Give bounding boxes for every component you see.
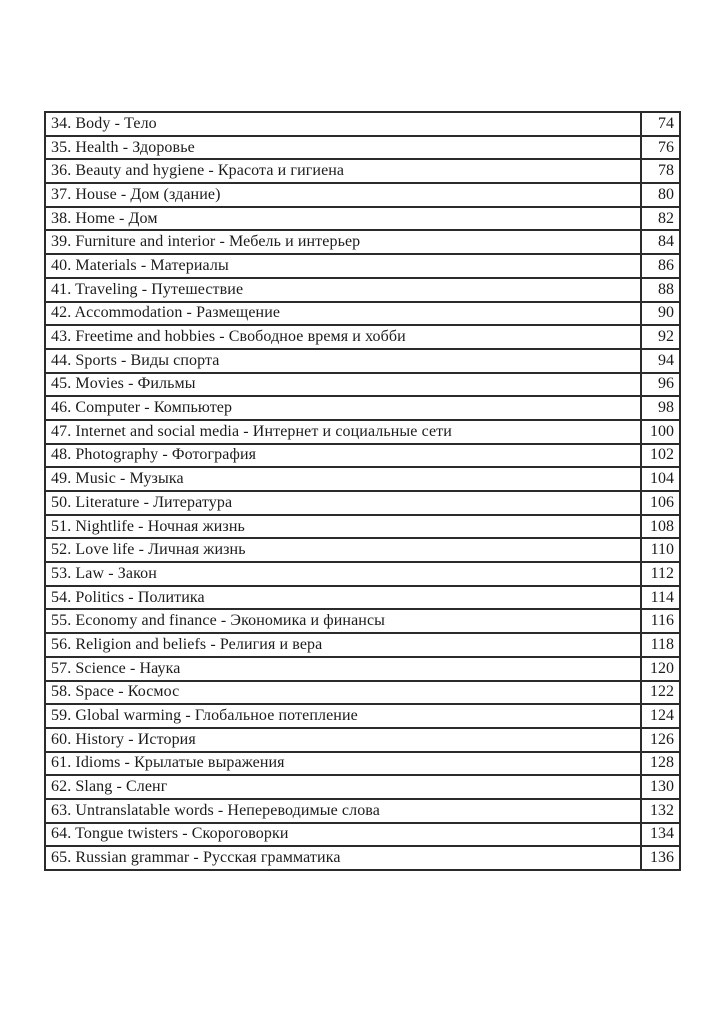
toc-entry-label: 41. Traveling - Путешествие: [45, 278, 641, 302]
toc-entry-label: 46. Computer - Компьютер: [45, 396, 641, 420]
toc-entry-page-number: 132: [641, 799, 680, 823]
toc-entry-label: 45. Movies - Фильмы: [45, 373, 641, 397]
toc-row: [45, 349, 680, 373]
toc-entry-label: 43. Freetime and hobbies - Свободное время и хобби: [45, 325, 641, 349]
toc-entry-page-number: 100: [641, 420, 680, 444]
toc-row: [45, 207, 680, 231]
toc-entry-page-number: 128: [641, 752, 680, 776]
toc-row: [45, 846, 680, 870]
toc-entry-page-number: 106: [641, 491, 680, 515]
toc-row: [45, 444, 680, 468]
toc-entry-label: 47. Internet and social media - Интернет и социальные сети: [45, 420, 641, 444]
toc-entry-label: 62. Slang - Сленг: [45, 775, 641, 799]
toc-entry-label: 37. House - Дом (здание): [45, 183, 641, 207]
toc-row: [45, 681, 680, 705]
toc-row: [45, 396, 680, 420]
toc-entry-label: 40. Materials - Материалы: [45, 254, 641, 278]
toc-row: [45, 183, 680, 207]
toc-row: [45, 302, 680, 326]
toc-row: [45, 467, 680, 491]
toc-row: [45, 752, 680, 776]
toc-entry-page-number: 110: [641, 538, 680, 562]
toc-entry-label: 35. Health - Здоровье: [45, 136, 641, 160]
toc-entry-page-number: 86: [641, 254, 680, 278]
toc-entry-label: 53. Law - Закон: [45, 562, 641, 586]
toc-row: [45, 775, 680, 799]
toc-entry-label: 64. Tongue twisters - Скороговорки: [45, 823, 641, 847]
toc-row: [45, 112, 680, 136]
toc-entry-label: 36. Beauty and hygiene - Красота и гигиена: [45, 159, 641, 183]
toc-entry-label: 44. Sports - Виды спорта: [45, 349, 641, 373]
toc-entry-page-number: 134: [641, 823, 680, 847]
toc-row: [45, 586, 680, 610]
toc-entry-page-number: 84: [641, 230, 680, 254]
toc-row: [45, 799, 680, 823]
toc-entry-page-number: 136: [641, 846, 680, 870]
toc-entry-label: 42. Accommodation - Размещение: [45, 302, 641, 326]
toc-entry-page-number: 118: [641, 633, 680, 657]
toc-row: [45, 136, 680, 160]
toc-entry-label: 51. Nightlife - Ночная жизнь: [45, 515, 641, 539]
toc-row: [45, 704, 680, 728]
toc-row: [45, 609, 680, 633]
toc-entry-page-number: 130: [641, 775, 680, 799]
toc-entry-page-number: 112: [641, 562, 680, 586]
toc-row: [45, 633, 680, 657]
toc-entry-page-number: 114: [641, 586, 680, 610]
toc-entry-label: 63. Untranslatable words - Непереводимые слова: [45, 799, 641, 823]
toc-entry-label: 52. Love life - Личная жизнь: [45, 538, 641, 562]
toc-row: [45, 420, 680, 444]
toc-entry-page-number: 88: [641, 278, 680, 302]
toc-row: [45, 823, 680, 847]
toc-entry-label: 56. Religion and beliefs - Религия и вера: [45, 633, 641, 657]
toc-entry-page-number: 96: [641, 373, 680, 397]
toc-table: [44, 111, 681, 871]
toc-entry-page-number: 78: [641, 159, 680, 183]
toc-row: [45, 325, 680, 349]
toc-entry-page-number: 116: [641, 609, 680, 633]
toc-entry-page-number: 98: [641, 396, 680, 420]
toc-entry-label: 59. Global warming - Глобальное потепление: [45, 704, 641, 728]
toc-entry-label: 48. Photography - Фотография: [45, 444, 641, 468]
toc-row: [45, 728, 680, 752]
toc-row: [45, 538, 680, 562]
toc-entry-label: 60. History - История: [45, 728, 641, 752]
toc-entry-label: 61. Idioms - Крылатые выражения: [45, 752, 641, 776]
toc-entry-page-number: 82: [641, 207, 680, 231]
toc-entry-label: 38. Home - Дом: [45, 207, 641, 231]
toc-entry-page-number: 76: [641, 136, 680, 160]
toc-row: [45, 254, 680, 278]
toc-entry-page-number: 80: [641, 183, 680, 207]
toc-entry-label: 57. Science - Наука: [45, 657, 641, 681]
toc-entry-label: 65. Russian grammar - Русская грамматика: [45, 846, 641, 870]
toc-entry-page-number: 108: [641, 515, 680, 539]
toc-entry-label: 49. Music - Музыка: [45, 467, 641, 491]
toc-row: [45, 278, 680, 302]
toc-row: [45, 230, 680, 254]
toc-entry-page-number: 90: [641, 302, 680, 326]
toc-row: [45, 159, 680, 183]
toc-row: [45, 657, 680, 681]
toc-entry-page-number: 122: [641, 681, 680, 705]
toc-entry-page-number: 94: [641, 349, 680, 373]
toc-entry-page-number: 92: [641, 325, 680, 349]
toc-entry-page-number: 74: [641, 112, 680, 136]
toc-entry-page-number: 120: [641, 657, 680, 681]
toc-table-body: [45, 112, 680, 870]
toc-entry-page-number: 126: [641, 728, 680, 752]
toc-row: [45, 515, 680, 539]
toc-entry-label: 50. Literature - Литература: [45, 491, 641, 515]
toc-row: [45, 373, 680, 397]
toc-entry-label: 34. Body - Тело: [45, 112, 641, 136]
toc-entry-label: 39. Furniture and interior - Мебель и интерьер: [45, 230, 641, 254]
toc-row: [45, 562, 680, 586]
toc-entry-page-number: 124: [641, 704, 680, 728]
toc-entry-label: 55. Economy and finance - Экономика и финансы: [45, 609, 641, 633]
toc-entry-label: 54. Politics - Политика: [45, 586, 641, 610]
toc-entry-page-number: 104: [641, 467, 680, 491]
toc-row: [45, 491, 680, 515]
toc-entry-page-number: 102: [641, 444, 680, 468]
toc-entry-label: 58. Space - Космос: [45, 681, 641, 705]
